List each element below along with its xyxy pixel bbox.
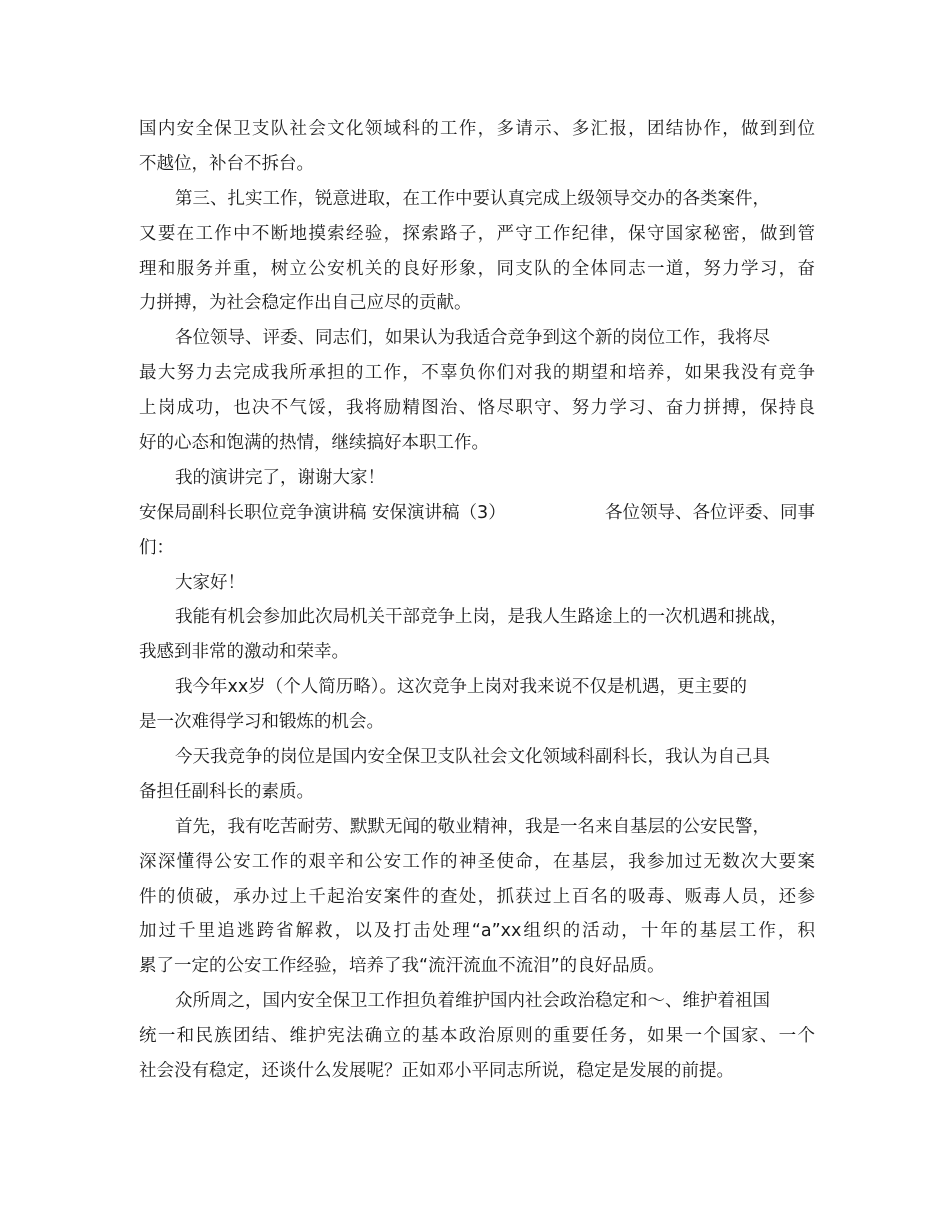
document-body (139, 112, 815, 1089)
text-line: 深深懂得公安工作的艰辛和公安工作的神圣使命，在基层，我参加过无数次大要案 (139, 851, 815, 872)
speech-heading-row (139, 496, 815, 531)
text-line: 力拼搏，为社会稳定作出自己应尽的贡献。 (139, 293, 472, 314)
paragraph-start-line: 首先，我有吃苦耐劳、默默无闻的敬业精神，我是一名来自基层的公安民警， (175, 816, 770, 837)
text-line: 备担任副科长的素质。 (139, 781, 314, 802)
text-line: 好的心态和饱满的热情，继续搞好本职工作。 (139, 433, 489, 454)
paragraph-start-line: 众所周之，国内安全保卫工作担负着维护国内社会政治稳定和～、维护着祖国 (175, 991, 770, 1012)
text-line: 社会没有稳定，还谈什么发展呢？正如邓小平同志所说，稳定是发展的前提。 (139, 1061, 734, 1082)
text-line: 我感到非常的激动和荣幸。 (139, 642, 349, 663)
text-line: 又要在工作中不断地摸索经验，探索路子，严守工作纪律，保守国家秘密，做到管 (139, 223, 815, 244)
greeting-line: 大家好！ (175, 572, 245, 593)
text-line: 累了一定的公安工作经验，培养了我“流汗流血不流泪”的良好品质。 (139, 956, 665, 977)
text-line: 统一和民族团结、维护宪法确立的基本政治原则的重要任务，如果一个国家、一个 (139, 1026, 815, 1047)
text-line: 最大努力去完成我所承担的工作，不辜负你们对我的期望和培养，如果我没有竞争 (139, 363, 815, 384)
text-line: 加过千里追逃跨省解救，以及打击处理“a”xx组织的活动，十年的基层工作，积 (139, 921, 815, 942)
paragraph-start-line: 我的演讲完了，谢谢大家！ (175, 467, 385, 488)
text-line: 国内安全保卫支队社会文化领域科的工作，多请示、多汇报，团结协作，做到到位 (139, 119, 815, 139)
speech-title: 安保局副科长职位竞争演讲稿 安保演讲稿（3） (139, 502, 506, 523)
text-line: 们： (139, 537, 174, 558)
text-line: 上岗成功，也决不气馁，我将励精图治、恪尽职守、努力学习、奋力拼搏，保持良 (139, 398, 815, 419)
text-line: 理和服务并重，树立公安机关的良好形象，同支队的全体同志一道，努力学习，奋 (139, 258, 815, 279)
salutation-start: 各位领导、各位评委、同事 (605, 502, 815, 523)
paragraph-start-line: 第三、扎实工作，锐意进取，在工作中要认真完成上级领导交办的各类案件， (175, 188, 770, 209)
paragraph-start-line: 各位领导、评委、同志们，如果认为我适合竞争到这个新的岗位工作，我将尽 (175, 328, 770, 349)
paragraph-start-line: 我今年xx岁（个人简历略）。这次竞争上岗对我来说不仅是机遇，更主要的 (175, 677, 747, 698)
text-line: 不越位，补台不拆台。 (139, 153, 314, 174)
paragraph-start-line: 我能有机会参加此次局机关干部竞争上岗，是我人生路途上的一次机遇和挑战， (175, 607, 788, 628)
text-line: 是一次难得学习和锻炼的机会。 (139, 712, 384, 733)
text-line: 件的侦破，承办过上千起治安案件的查处，抓获过上百名的吸毒、贩毒人员，还参 (139, 886, 815, 907)
paragraph-start-line: 今天我竞争的岗位是国内安全保卫支队社会文化领域科副科长，我认为自己具 (175, 747, 770, 768)
